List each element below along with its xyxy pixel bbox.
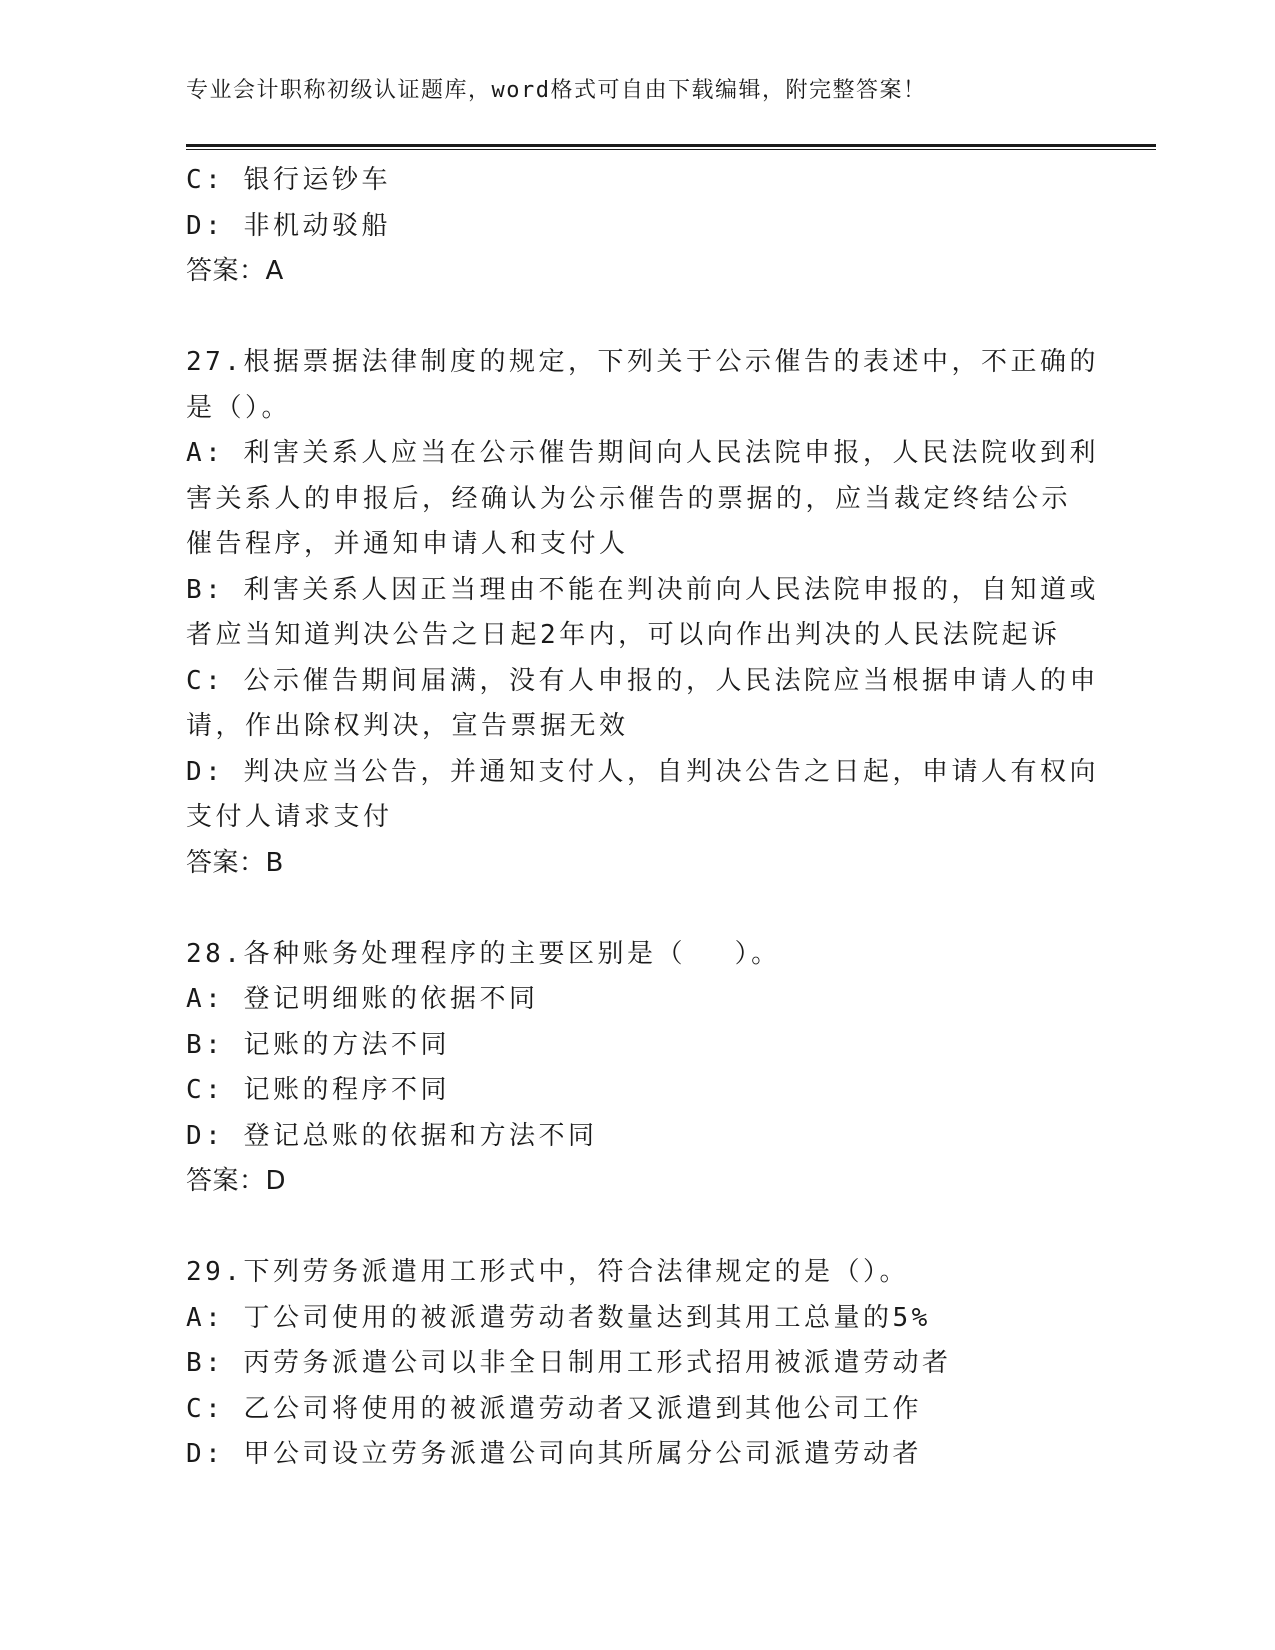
question-block [186,932,1086,1205]
option-line: 请，作出除权判决，宣告票据无效 [186,711,629,741]
question-block [186,340,1099,886]
question-block [186,158,1086,295]
spacer [186,1205,1086,1251]
option-line: C: 公示催告期间届满，没有人申报的，人民法院应当根据申请人的申 [186,665,1099,696]
spacer [186,886,1086,932]
option-line: D: 登记总账的依据和方法不同 [186,1120,598,1151]
question-block [186,1250,1086,1478]
option-line: 催告程序，并通知申请人和支付人 [186,529,629,559]
option-line: B: 丙劳务派遣公司以非全日制用工形式招用被派遣劳动者 [186,1348,952,1378]
question-stem: 28.各种账务处理程序的主要区别是（ ）。 [186,938,781,969]
page-header-title: 专业会计职称初级认证题库，word格式可自由下载编辑，附完整答案！ [186,78,927,103]
option-line: B: 利害关系人因正当理由不能在判决前向人民法院申报的，自知道或 [186,574,1099,605]
question-stem: 是（）。 [186,392,292,423]
answer-line: 答案：D [186,1166,287,1196]
answer-line: 答案：A [186,256,284,286]
option-line: D: 甲公司设立劳务派遣公司向其所属分公司派遣劳动者 [186,1439,922,1469]
option-line: 者应当知道判决公告之日起2年内，可以向作出判决的人民法院起诉 [186,620,1061,650]
option-line: B: 记账的方法不同 [186,1029,450,1060]
option-line: 害关系人的申报后，经确认为公示催告的票据的，应当裁定终结公示 [186,483,1072,514]
option-line: D: 非机动驳船 [186,210,391,241]
document-body [186,158,1099,1478]
spacer [186,295,1086,341]
option-line: A: 登记明细账的依据不同 [186,984,539,1014]
option-line: A: 利害关系人应当在公示催告期间向人民法院申报，人民法院收到利 [186,438,1099,468]
option-line: C: 乙公司将使用的被派遣劳动者又派遣到其他公司工作 [186,1393,922,1424]
option-line: C: 记账的程序不同 [186,1075,450,1105]
option-line: D: 判决应当公告，并通知支付人，自判决公告之日起，申请人有权向 [186,756,1099,787]
option-line: A: 丁公司使用的被派遣劳动者数量达到其用工总量的5% [186,1302,931,1333]
option-line: 支付人请求支付 [186,802,393,832]
answer-line: 答案：B [186,847,284,878]
option-line: C: 银行运钞车 [186,165,391,195]
question-stem: 29.下列劳务派遣用工形式中，符合法律规定的是（）。 [186,1257,909,1287]
header-divider [186,144,1156,150]
question-stem: 27.根据票据法律制度的规定，下列关于公示催告的表述中，不正确的 [186,347,1099,377]
